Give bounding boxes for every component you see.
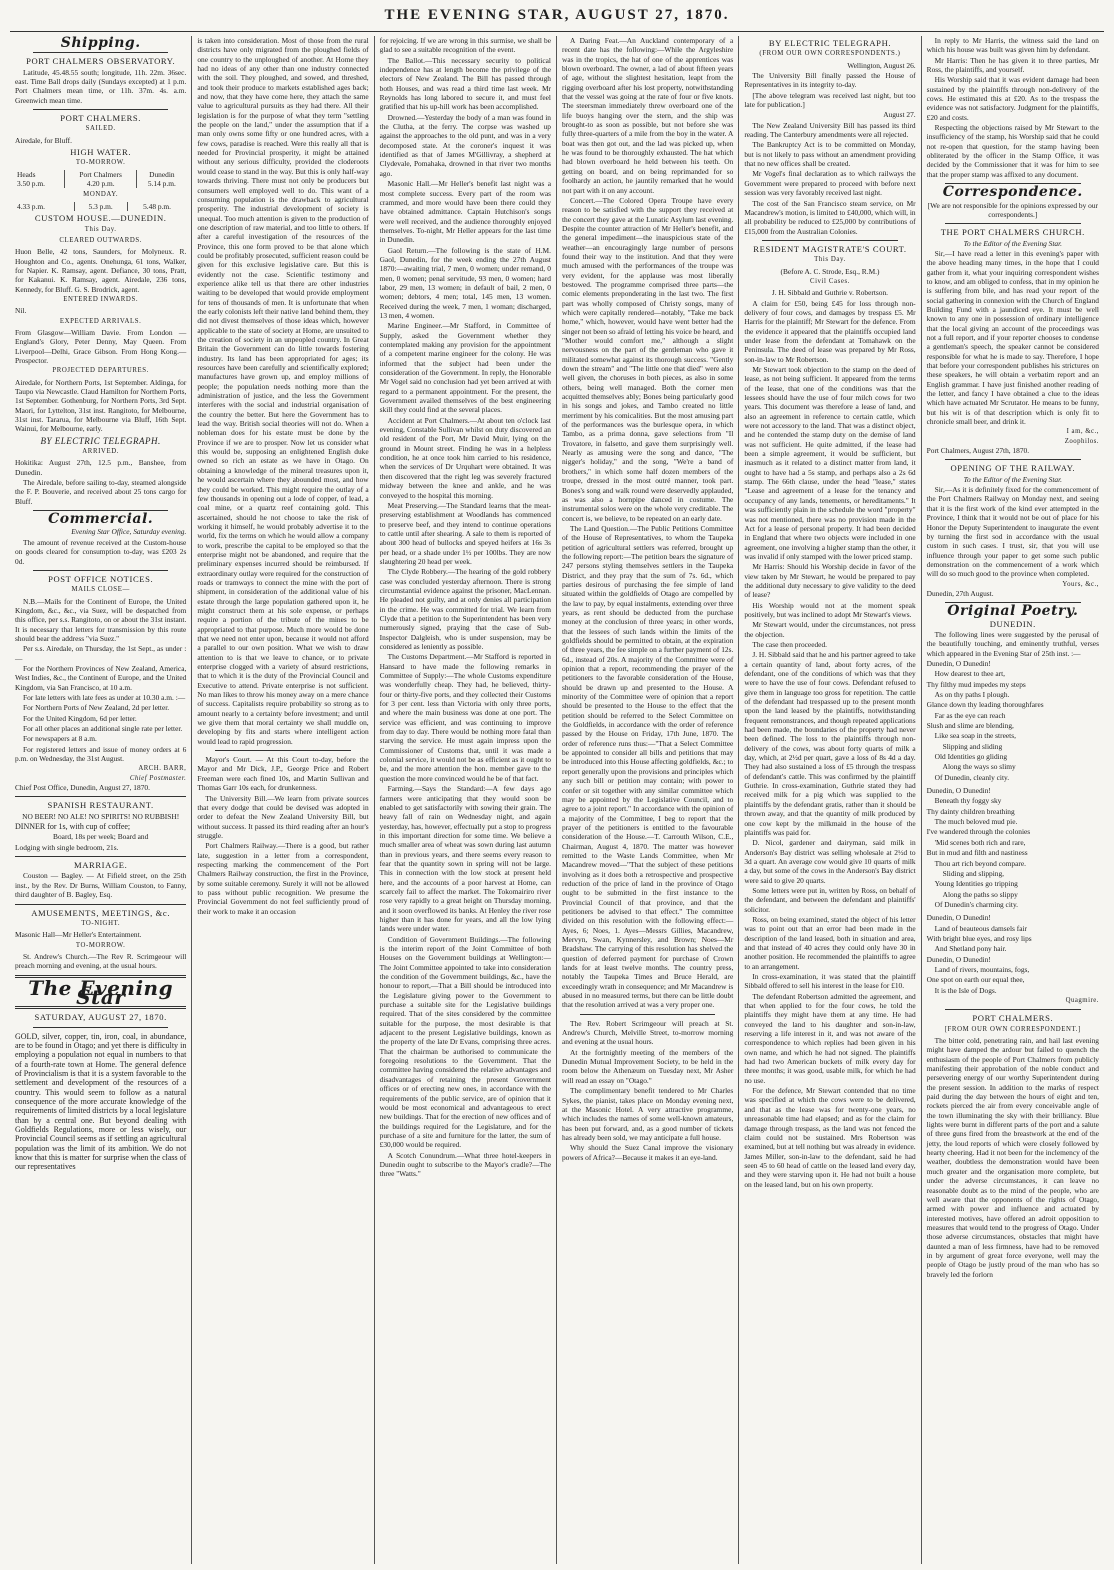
post-text: Per s.s. Airedale, on Thursday, the 1st Sept., as under :— — [15, 644, 187, 663]
telegraph-heading: BY ELECTRIC TELEGRAPH. — [768, 38, 892, 48]
amusements-text: St. Andrew's Church.—The Rev R. Scrimgeour will preach morning and evening, at the usual hours. — [15, 951, 187, 971]
column-2 — [192, 36, 374, 1564]
court-text: Ross, on being examined, stated the object of his letter was to point out that an error had been made in the description of the land leased, both in situation and area, and that instead of 40 acres they could only have 30 in another position. He recommended the plaintiffs to agree to an arrangement. — [744, 914, 916, 971]
poem-line: With bright blue eyes, and rosy lips — [926, 933, 1032, 943]
scrimgeour-text: The Rev. Robert Scrimgeour will preach at St. Andrew's Church, Melville Street, to-morrow morning and evening at the usual hours. — [561, 1018, 734, 1047]
restaurant-slogan: NO BEER! NO ALE! NO SPIRITS! NO RUBBISH! — [22, 811, 180, 821]
leader-continued: is taken into consideration. Most of those from the rural districts have only migrated from the ploughed fields of one country to the unploughed of another. At Home they had no ideas of any other than one industry connected with the soil. They ploughed, and sowed, and threshed, and took their produce to markets established ages back; and now, that they have come here, they attach the same value to agricultural pursuits as they had there. All their legislation is for the purpose of what they term "settling the people on the land," under the assumption that if a man only owns some fifty or one hundred acres, with a few cows, paradise is reached. Were this really all that is needed for Provincial prosperity, it might be attained without any serious difficulty, provided the cloderoots would cease to stand in the way. But this is only half-way towards thriving. There must not only be producers but consumers well employed well to do. This want of a consuming population is the drawback to agricultural prosperity. The industrial development of society is unequal. Too much attention is given to the production of one description of raw material, and too little to others. If after a careful investigation of the resources of the Province, this one form proved to be that alone which could be profitably prosecuted, sufficient reason could be given for this exclusive legislative care. But this is evidently not the case. Scientific testimony and experience alike tell us that there are other industries waiting to be developed that would provide employment for tens of thousands of men. It is unfortunate that when the early colonists left their native land behind them, they did not divest themselves of those ideas which, however applicable to the state of society at Home, are unsuited to the creation of society in an unpeopled country. In Great Britain the Government can do little towards fostering industry. Its land has been appropriated for ages; its resources have been carefully and scientifically explored; manufactures have grown up, and employ millions of people; the population needs nothing more than the administration of justice, and the less the Government interferes with the social and industrial organisation of the country the better. But here the Government has to lead the way. British social theories will not do. When a nobleman does for his estate must be done by the Province if we are to prosper. Now let us consider what this would be, supposing an enlightened English duke owned so rich an estate as we have in Otago. On obtaining a knowledge of the mineral treasures upon it, he would ascertain where they abounded most, and how they could be worked. This might require the outlay of a few thousands in opening out a lode of copper, of lead, a coal mine, or a quartz reef containing gold. This ascertained, should he not choose to take the risk of working it himself, he would probably advertise it to the world, fix the terms on which he would allow a company to work, prescribe the capital to be employed so that the enterprise might not be abandoned, and require that the preliminary expenses incurred should be reimbursed. If extraordinary outlay were required for the construction of roads or tramways to connect the mine with the port of shipment, in consideration of the additional value of his estate through the large population gathered upon it, he might construct them at his sole expense, or perhaps require a portion of the tribute of the mines to be appropriated to that purpose. Much more would be done that we need not enter upon, because it would not afford a parallel to our own position. What we wish to draw attention to is that we leave to chance, or to private enterprise clogged with a variety of absurd restrictions, that to which it is the duty of the Provincial Council and Executive to attend. Private enterprise is not sufficient. No man likes to throw his money away on a mere chance of success. Capitalists require probability so strong as to amount nearly to a certainty before investment; and until we give them that moral certainty we shall muddle on, developing by fits and starts where intelligent action would lead to rapid progression. — [197, 36, 369, 746]
poem-line: 'Mid scenes both rich and rare, — [934, 837, 1026, 847]
divider — [945, 223, 1081, 224]
evening-star-masthead: The Evening Star — [28, 975, 174, 1009]
poem-line: One spot on earth our equal thee, — [926, 975, 1025, 985]
signature: ARCH. BARR, — [138, 765, 187, 773]
letter-dateline: Dunedin, 27th August. — [926, 588, 994, 598]
poem-line: Far as the eye can reach — [934, 710, 1006, 720]
magistrates-court-heading: RESIDENT MAGISTRATE'S COURT. — [753, 243, 907, 254]
poem-line: Slush and slime are blending, — [926, 721, 1014, 731]
table-cell: Dunedin — [137, 170, 186, 179]
shipping-heading: Shipping. — [60, 36, 141, 51]
amusements-text: Masonic Hall—Mr Heller's Entertainment. — [15, 930, 142, 940]
divider — [33, 109, 168, 110]
marriage-heading: MARRIAGE. — [73, 860, 128, 871]
letter-dateline: Port Chalmers, August 27th, 1870. — [926, 446, 1030, 456]
poem-line: The much beloved mud pie. — [934, 817, 1018, 827]
railway-letter-heading: OPENING OF THE RAILWAY. — [950, 463, 1076, 474]
tide-tomorrow-label: TO-MORROW. — [75, 159, 126, 167]
table-cell: Port Chalmers — [64, 170, 136, 179]
post-text: N.B.—Mails for the Continent of Europe, the United Kingdom, &c., &c., via Suez, will be despatched from this office, per s.s. Rangitoto, on or about the 31st instant. It is necessary that letters for transmission by this route should bear the address "via Suez." — [15, 596, 187, 643]
court-text: In cross-examination, it was stated that the plaintiff Sibbald offered to sell his interest in the lease for £10. — [744, 972, 916, 991]
farming-text: Farming.—Says the Standard:—A few days ago farmers were anticipating that they would soon be enabled to get satisfactorily with sowing their grain. The heavy fall of rain on Wednesday night, and again yesterday, has, however, effectually put a stop to progress in this important direction for some time. We believe a much smaller area of wheat was sown during last autumn than in previous years, and there seems every reason to fear that the quantity sown in spring will not be large. This in connection with the low stock at present held here, and the accounts of a poor harvest at Home, can scarcely fail to affect the market. The Tokomairiro river rose very rapidly to a great height on Thursday morning, and it soon overflowed its banks. At Henley the river rose higher than it has done for years, and all the low lying lands were under water. — [379, 784, 551, 934]
customs-department-text: The Customs Department.—Mr Stafford is reported in Hansard to have made the following remarks in Committee of Supply:—The whole Customs expenditure was wonderfully cheap. They had, he believed, thirty-four or thirty-five ports, and they collected their Customs for 3 per cent. less than Victoria with only three ports, and where the main business was done at one port. The service was efficient, and was continuing to improve from day to day. There would be nothing more fatal than starving the service. He must again impress upon the Commissioner of Customs that, until it was made a colonial service, it would not be as efficient as it ought to be, and the more attention the hon. member gave to the question the more convinced would he be of that fact. — [379, 652, 551, 783]
signature-title: Chief Postmaster. — [129, 774, 187, 782]
correspondence-heading: Correspondence. — [942, 184, 1083, 201]
restaurant-text: DINNER for 1s, with cup of coffee; — [15, 822, 131, 832]
projected-text: Airedale, for Northern Ports, 1st September. Aldinga, for Taupo via Newcastle. Claud Hamilton for Northern Ports, 1st September. Gothenburg, for Northern Ports, 3rd Sept. Maori, for Lyttelton, 31st inst. Rangitoto, for Melbourne, 31st inst. Tararua, for Melbourne via Bluff, 16th Sept. Wainui, for Melbourne, early. — [15, 377, 187, 434]
correspondents-label: (FROM OUR OWN CORRESPONDENTS.) — [759, 50, 901, 58]
arrived-text: Hokitika: August 27th, 12.5 p.m., Banshee, from Dunedin. — [15, 458, 187, 477]
correspondent-label: [FROM OUR OWN CORRESPONDENT.] — [944, 1025, 1081, 1033]
poem-line: But in mud and filth and nastiness — [926, 848, 1028, 858]
ballot-text: The Ballot.—This necessary security to political independence has at length become the privilege of the electors of New Zealand. The Bill has passed through both Houses, and was read a third time last week. Mr Reynolds has long labored to secure it, and must feel gratified that his up-hill work has been accomplished. — [379, 55, 551, 112]
poem-line: Thy filthy mud impedes my steps — [926, 679, 1026, 689]
drowned-text: Drowned.—Yesterday the body of a man was found in the Clutha, at the ferry. The corpse was washed up against the approaches to the old punt, and was in a very decomposed state. At the coroner's inquest it was identified as that of James M'Gillivray, a shepherd at Clydevale, Pomahaka, drowned in that river two months ago. — [379, 112, 551, 178]
arrived-label: ARRIVED. — [82, 448, 120, 456]
poem-line: Like sea soap in the streets, — [934, 731, 1016, 741]
court-text: The defendant Robertson admitted the agreement, and that when applied to for the four cows, he told the plaintiffs they might have them at any time. He had conveyed the land to his daughter and son-in-law, reserving a life interest in it, and was not aware of the correspondence to which replies had been given in his own name, and which he had not signed. The plaintiffs had had two American buckets of milk every day for three months; it was good, usable milk, for which he had no use. — [744, 991, 916, 1085]
telegram-text: The cost of the San Francisco steam service, on Mr Macandrew's motion, is limited to £40,000, which will, in all probability be reduced to £25,000 by contributions of £15,000 from the Australian Colonies. — [744, 198, 916, 236]
poem-line: How dearest to thee art, — [934, 669, 1006, 679]
restaurant-text: Board, 18s per week; Board and — [53, 832, 149, 842]
tonight-label: TO-NIGHT. — [81, 919, 121, 927]
daring-feat-text: A Daring Feat.—An Auckland contemporary of a recent date has the following:—While the Argyleshire was in the tropics, the hat of one of the apprentices was blown overboard. The owner, a lad of about fifteen years of age, without the slightest hesitation, leapt from the rigging overboard after his lost property, notwithstanding that the vessel was going at the rate of four or five knots. The steersman immediately threw overboard one of the life buoys hanging over the stern, and the ship was brought-to as soon as possible, but not before she was fully three-quarters of a mile from the boy in the water. A boat was then got out, and the lad was picked up, when he was found to be thoroughly exhausted. The hat which had blown overboard he held between his teeth. On getting on board, and on being reprimanded for so foolhardy an action, he jauntily remarked that he would not part with it on any account. — [561, 36, 734, 195]
table-cell: 5.14 p.m. — [137, 179, 186, 188]
port-chalmers-heading: PORT CHALMERS. — [60, 113, 142, 124]
custom-house-heading: CUSTOM HOUSE.—DUNEDIN. — [34, 213, 167, 224]
divider — [215, 750, 350, 751]
meat-preserving-text: Meat Preserving.—The Standard learns that the meat-preserving establishment at Woodlands has commenced to preserve beef, and they intend to continue operations to cattle until after shearing. A sale to them is reported of about 300 head of bullocks and speyed heifers at 16s 3s per head, or a shade under 1½ per 100lbs. They are now slaughtering 20 head per week. — [379, 500, 551, 566]
divider — [15, 904, 186, 905]
amusements-heading: AMUSEMENTS, MEETINGS, &c. — [31, 907, 171, 918]
poem-line: Young Identities go tripping — [934, 879, 1018, 889]
newspaper-columns — [10, 36, 1104, 1564]
poem-title: DUNEDIN. — [989, 618, 1036, 629]
poem-line: I've wandered through the colonies — [926, 827, 1031, 837]
letter-closing: I am, &c., — [1066, 428, 1099, 436]
divider — [945, 459, 1081, 460]
court-text: The case then proceeded. — [752, 639, 827, 649]
court-text: For the defence, Mr Stewart contended that no time was specified at which the cows were to be delivered, and that as the lease was for twenty-one years, no unreasonable time had elapsed; and as for the claim for damage through trespass, as the land was not fenced the claim could not be sustained. Mrs Robertson was examined, but at tell nothing but was already in evidence. James Miller, son-in-law to the defendant, said he had seen 45 to 60 head of cattle on the leased land every day, and they were starving upon it. He had not built a house on the leased land, but on his own property. — [744, 1086, 916, 1189]
divider — [15, 796, 186, 797]
projected-label: PROJECTED DEPARTURES. — [52, 367, 149, 375]
entered-text: Nil. — [15, 306, 27, 316]
poem-line: Beneath thy foggy sky — [934, 796, 1002, 806]
table-row — [15, 170, 186, 179]
column-5 — [739, 36, 921, 1564]
divider — [15, 856, 186, 857]
tide-table — [15, 170, 186, 189]
poem-line: It is the Isle of Dogs. — [934, 985, 997, 995]
cleared-text: Huon Belle, 42 tons, Saunders, for Molyneux. R. Houghton and Co., agents. Onehunga, 61 tons, Walker, for Napier. K. Ramsay, agent. Defiance, 30 tons, Pratt, for Kakanui. K. Ramsay, agent. Airedale, 236 tons, Kennedy, for Bluff. G. S. Brodrick, agent. — [15, 247, 187, 294]
railway-continued: for rejoicing. If we are wrong in this surmise, we shall be glad to see a suitable recognition of the event. — [379, 36, 551, 55]
railway-text: Port Chalmers Railway.—There is a good, but rather late, suggestion in a letter from a correspondent, respecting marking the commencement of the Port Chalmers Railway construction, the first in the Province, by some suitable ceremony. Surely it will not be allowed to pass without public recognition. We presume the Provincial Government do not feel sufficiently proud of their work to make it an occasion — [197, 841, 369, 916]
port-chalmers-news-heading: PORT CHALMERS. — [972, 1013, 1054, 1024]
tide-monday-label: MONDAY. — [83, 191, 119, 199]
case-title: J. H. Sibbald and Guthrie v. Robertson. — [771, 288, 889, 298]
railway-letter-text: Sir,—As it is definitely fixed for the commencement of the Port Chalmers Railway on Monday next, and seeing that it is the first work of the kind ever attempted in the Province, I think that it would not be out of place for his Honor the Deputy Superintendent to inaugurate the event by turning the first sod in accordance with the usual custom in such cases. I trust, sir, that you will use influence through your paper to get some such public demonstration on the commencement of a work which will do so much good to the province when completed. — [926, 485, 1099, 579]
observatory-heading: PORT CHALMERS OBSERVATORY. — [26, 56, 176, 67]
telegram-text: [The above telegram was received last night, but too late for publication.] — [744, 90, 916, 110]
letter-closing: Yours, &c., — [1062, 580, 1099, 588]
page-header — [0, 0, 1114, 34]
telegraph-heading: BY ELECTRIC TELEGRAPH. — [40, 435, 161, 446]
poem-line: Land of rivers, mountains, fogs, — [934, 964, 1030, 974]
telegram-text: The Bankruptcy Act is to be committed on Monday, but is not likely to pass without an amendment providing that no new offices shall be created. — [744, 140, 916, 169]
court-text: A claim for £50, being £45 for loss through non-delivery of four cows, and damages by trespass £5. Mr Harris for the plaintiff; Mr Stewart for the defence. From the evidence it appeared that the plaintiffs occupied land under lease from the defendant at Tomahawk on the Peninsula. The deed of lease was prepared by Mr Ross, son-in-law to Mr Robertson. — [744, 298, 916, 364]
improvement-society-text: At the fortnightly meeting of the members of the Dunedin Mutual Improvement Society, to be held in the room below the Athenæum on Tuesday next, Mr Asher will read an essay on "Otago." — [561, 1047, 734, 1085]
university-bill-text: The University Bill.—We learn from private sources that every dodge that could be devised was adopted in order to defeat the New Zealand University Bill, but without success. It passed its third reading after an hour's struggle. — [197, 793, 369, 840]
post-text: For registered letters and issue of money orders at 6 p.m. on Wednesday, the 31st August. — [15, 744, 187, 764]
poem-line: Of Dunedin, cleanly city. — [934, 772, 1010, 782]
table-cell: 5.3 p.m. — [74, 202, 127, 211]
table-row — [15, 202, 186, 211]
this-day-label: This Day. — [84, 225, 117, 233]
poem-line: Thou art rich beyond compare. — [934, 858, 1026, 868]
cleared-label: CLEARED OUTWARDS. — [59, 236, 143, 244]
poem-line: Slipping and sliding — [942, 741, 1003, 751]
high-water-heading: HIGH WATER. — [70, 147, 132, 158]
court-text: Mr Stewart took objection to the stamp on the deed of lease, as not being sufficient. It appeared from the terms of the lease, that one of the conditions was that the lessees should have the use of four milch cows for two years. This document was therefore a lease of land, and also an agreement in reference to certain cattle, which were not accessory to the land. That was a distinct object, and he contended the stamp duty on the demise of land was not sufficient. He quite admitted, if the lease had been a simple agreement, it would be sufficient, but inasmuch as it related to a distinct matter from land, it ought to have had a 5s stamp, and perhaps also a 2s 6d stamp. The 66th clause, under the head "lease," states "Lease and agreement of a lease for the tenancy and occupancy of any lands, tenements, or hereditaments." It was sufficiently plain in the schedule the word "property" was not mentioned, there was no provision made in the Act for a lease of personal property. It had been decided in England that where two objects were included in one agreement, one involving a higher stamp than the other, it was invalid if only stamped with the lower priced stamp. — [744, 365, 916, 561]
divider — [762, 240, 897, 241]
sailed-text: Airedale, for Bluff. — [15, 135, 72, 145]
restaurant-text: Lodging with single bedroom, 21s. — [15, 842, 119, 852]
table-cell: 4.33 p.m. — [17, 201, 45, 211]
poetry-heading: Original Poetry. — [947, 603, 1079, 620]
tomorrow-label: TO-MORROW. — [75, 941, 126, 949]
court-continued: His Worship said that it was evident damage had been sustained by the plaintiffs through non-delivery of the cows. He estimated this at £20. As to the trespass the evidence was not satisfactory. Judgment for the plaintiffs, £20 and costs. — [926, 75, 1099, 122]
court-text: J. H. Sibbald said that he and his partner agreed to take a certain quantity of land, about forty acres, of the defendant, one of the conditions of which was that they were to have the use of four cows. Defendant refused to give them in language too gross for repetition. The cattle of the defendant had trespassed up to the present month upon the land leased by the plaintiffs, notwithstanding frequent remonstrances, and though repeated applications had been made, the boundaries of the property had never been defined. The loss to the plaintiffs through non-delivery of the cows, was about forty quarts of milk a day, which, at 2½d per quart, gave a loss of 8s 4d a day. They had also sustained a loss of £5 through the trespass of defendant's cattle. This was confirmed by the plaintiff Guthrie. In cross-examination, Guthrie stated they had received milk for a pig which was supplied to the plaintiffs by the defendant gratis, rather than it should be thrown away, and that the quantity of milk produced by one cow kept by the milkmaid in the house of the plaintiffs was paid for. — [744, 650, 916, 837]
table-cell: 4.20 p.m. — [64, 179, 136, 188]
tide-table-monday — [15, 202, 186, 211]
telegram-text: The University Bill finally passed the House of Representatives in its integrity to-day. — [744, 71, 916, 90]
before-magistrate: (Before A. C. Strode, Esq., R.M.) — [780, 266, 880, 276]
marine-engineer-text: Marine Engineer.—Mr Stafford, in Committee of Supply, asked the Government whether they contemplated making any provision for the appointment of a competent marine engineer for the colony. He was informed that the subject had been under the consideration of the Government. In reply, the Honorable Mr Vogel said no conclusion had yet been arrived at with regard to a permanent appointment. For the present, the Government availed themselves of the best engineering skill they could find at the several places. — [379, 321, 551, 415]
poem-line: Dunedin, O Dunedin! — [926, 658, 991, 668]
court-text: Some letters were put in, written by Ross, on behalf of the defendant, and between the defendant and plaintiffs' solicitor. — [744, 885, 916, 914]
telegraph-text: The Airedale, before sailing to-day, steamed alongside the F. P. Bouverie, and received about 25 tons cargo for Bluff. — [15, 478, 187, 506]
court-continued: Mr Harris: Then he has given it to three parties, Mr Ross, the plaintiffs, and yourself. — [926, 55, 1099, 75]
divider — [580, 1014, 715, 1015]
column-4 — [557, 36, 739, 1564]
poem-signature: Quagmire. — [1065, 996, 1099, 1004]
letter-salutation: To the Editor of the Evening Star. — [963, 238, 1063, 248]
poem-line: Along the paths so slippy — [942, 889, 1018, 899]
court-text: Mr Harris: Should his Worship decide in favor of the view taken by Mr Stewart, he would be prepared to pay the additional duty necessary to give validity to the deed of lease? — [744, 562, 916, 600]
post-text: For the United Kingdom, 6d per letter. — [23, 713, 137, 723]
correspondence-note: [We are not responsible for the opinions expressed by our correspondents.] — [927, 200, 1098, 219]
post-dateline: Chief Post Office, Dunedin, August 27, 1870. — [15, 783, 150, 793]
civil-cases-label: Civil Cases. — [809, 277, 850, 285]
accident-text: Accident at Port Chalmers.—At about ten o'clock last evening, Constable Sullivan whilst on duty discovered an old resident of the Port, Mr David Muir, lying on the ground in Mount street. Finding he was in a helpless condition, he at once took him carried to his residence, when the services of Dr Urquhart were obtained. It was then discovered that the right leg was severely fractured midway between the knee and ankle, and he was conveyed to the hospital this morning. — [379, 415, 551, 500]
gaol-return-text: Gaol Return.—The following is the state of H.M. Gaol, Dunedin, for the week ending the 27th August 1870:—awaiting trial, 7 men, 0 women; under remand, 0 men, 0 women; penal servitude, 93 men, 0 women; hard labor, 29 men, 13 women; in default of bail, 2 men, 0 women; debtors, 4 men; total, 145 men, 13 women. Received during the week, 7 men, 1 woman; discharged, 13 men, 4 women. — [379, 245, 551, 320]
dateline: August 27. — [883, 110, 916, 120]
port-chalmers-news-text: The bitter cold, penetrating rain, and hail last evening might have damped the ardour but failed to quench the enthusiasm of the people of Port Chalmers from publicly manifesting their approbation of the noble conduct and persevering energy of our worthy Superintendent during the present session. In addition to the marks of respect paid during the day between the hours of eight and ten, rockets pierced the air from every conceivable angle of the town illuminating the sky with their brilliancy. Blue lights were burnt in different parts of the port and a salute of three guns fired from the breastwork at the end of the jetty, the loud reports of which were closely followed by hearty cheering. Had it not been for the inclemency of the weather, doubtless the demonstration would have been much greater and the organisation more complete, but under the adverse circumstances, it can leave no reasonable doubt as to the mind of the people, who are well aware that the opponents of the rights of Otago, armed with power and influence and actuated by interested motives, have offered an adroit opposition to measures that would tend to the progress of Otago. Under those adverse circumstances, obstacles that might have daunted a man of less firmness, have had to be removed in by argument of great force everyone, well may the people of Otago be justly proud of the man who has so bravely led the forlorn — [926, 1036, 1099, 1279]
poem-line: Sliding and slipping, — [942, 868, 1005, 878]
poem-line: Dunedin, O Dunedin! — [926, 954, 991, 964]
table-cell: 5.48 p.m. — [127, 202, 186, 211]
post-text: For late letters with late fees as under at 10.30 a.m. :— — [23, 692, 186, 702]
post-text: For Northern Ports of New Zealand, 2d per letter. — [23, 703, 170, 713]
post-text: For the Northern Provinces of New Zealand, America, West Indies, &c., the Continent of Europe, and the United Kingdom, via San Francisco, at 10 a.m. — [15, 663, 187, 692]
table-cell: 3.50 p.m. — [17, 179, 45, 189]
letter-salutation: To the Editor of the Evening Star. — [963, 474, 1063, 484]
clyde-robbery-text: The Clyde Robbery.—The hearing of the gold robbery case was concluded yesterday afternoon. There is strong circumstantial evidence against the prisoner, MacLennan. He pleaded not guilty, and at only denies all participation in the crime. He was committed for trial. We learn from Clyde that a petition to the Superintendent has been very numerously signed, praying that the case of Sub-Inspector Dalgleish, who is under suspension, may be considered as leniently as possible. — [379, 567, 551, 651]
government-buildings-text: Condition of Government Buildings.—The following is the interim report of the Joint Committee of both Houses on the Government buildings at Wellington:—The Joint Committee appointed to take into consideration the condition of the Government buildings, &c., have the honour to report,—That a Bill should be introduced into the Legislature giving power to the Government to purchase a suitable site for the Legislative buildings required. That of the sites considered by the committee suitable for the purpose, the most desirable is that adjacent to the present Legislative buildings, known as the property of the late Dr Evans, comprising three acres. That the chairman be authorised to communicate the foregoing resolutions to the Government. That the committee having considered the relative advantages and disadvantages of retaining the present Government offices or of erecting new ones, in accordance with the requirements of the public service, are of opinion that it would be most economical and advantageous to erect new buildings. That for the erection of new offices and of the buildings required for the Legislature, and for the purchase of a site and furniture for the latter, the sum of £30,000 would be required. — [379, 934, 551, 1150]
table-row — [15, 179, 186, 188]
letter-signature: Zoophilos. — [1064, 437, 1099, 445]
telegram-text: Mr Vogel's final declaration as to which railways the Government were prepared to proceed with before next session was very favorably received last night. — [744, 169, 916, 198]
post-text: For all other places an additional single rate per letter. — [23, 724, 183, 733]
this-day-label: This Day. — [814, 256, 846, 264]
mayors-court-text: Mayor's Court. — At this Court to-day, before the Mayor and Mr Dick, J.P., George Price and Robert Freeman were each fined 10s, and Martin Sullivan and Thomas Garr 10s each, for drunkenness. — [197, 755, 369, 793]
telegram-text: The New Zealand University Bill has passed its third reading. The Canterbury amendments were all rejected. — [744, 120, 916, 140]
benefit-text: The complimentary benefit tendered to Mr Charles Sykes, the pianist, takes place on Monday evening next, at the Masonic Hotel. A very attractive programme, which includes the names of some well-known amateurs, has been put forward, and, as a good number of tickets has already been sold, we may anticipate a full house. — [561, 1086, 734, 1142]
dateline: Wellington, August 26. — [847, 60, 916, 70]
leader-text: GOLD, silver, copper, tin, iron, coal, in abundance, are to be found in Otago; and yet there is difficulty in employing a population not equal in numbers to that of a fourth-rate town at Home. The general defence of Provincialism is that it is a system favorable to the settlement and development of the resources of a country. This would seem to follow as a natural consequence of the more accurate knowledge of the requirements of limited districts by a local legislature than by a central one. But beyond dealing with Goldfields Regulations, more or less wisely, our Provincial Council seems as if settling an agricultural population was the limit of its ambition. We do not know that this is matter for surprise when the class of our representatives — [15, 1031, 187, 1172]
concert-text: Concert.—The Colored Opera Troupe have every reason to be satisfied with the support they received at the concert they gave at the Lunatic Asylum last evening. Despite the counter attraction of Mr Heller's benefit, and the general impediment—the inauspicious state of the weather—an encouragingly large number of persons found their way to the institution. And that they were much amused with the performances of the troupe was very evident, for the applause was most liberally bestowed. The programme comprised three parts—the comic elements preponderating in the last two. The first part was wholly composed of Christy songs, many of which were capitally rendered—notably, "Take me back home," which, however, would have went better had the singer not been so afraid of letting his voice be heard, and "Mother would comfort me," although a slight nervousness on the part of the gentleman who gave it militated somewhat against its thorough success. "Gently down the stream" and "The little one that died" were also well given, the choruses in both pieces, as also in some others, being well managed. Both the corner men acquitted themselves ably; Bones being particularly good in his songs and jokes, and Tambo created no little merriment by his comicalities. But the most amusing part of the performances was the burlesque opera, in which Tambo, as a prima donna, gave selections from "Il Trovatore, in falsetto, and gave them surprisingly well. Nearly as amusing were the song and dance, "The nigger's holiday," and the song, "We're a band of brothers," in which some half dozen members of the troupe, dressed in the most outré manner, took part. Bones's song and walk round were deservedly applauded, as was also a hornpipe danced in costume. The instrumental solos were on the whole very creditable. The concert is, we believe, to be repeated on an early date. — [561, 195, 734, 523]
header-rule — [10, 31, 1104, 32]
sailed-label: SAILED. — [85, 125, 116, 133]
mails-close-label: MAILS CLOSE— — [71, 586, 130, 594]
column-1 — [10, 36, 192, 1564]
spanish-restaurant-heading: SPANISH RESTAURANT. — [47, 800, 154, 811]
poem-line: Along the ways so slimy — [942, 762, 1016, 772]
poem-line: Glance down thy leading thoroughfares — [926, 700, 1044, 710]
commercial-text: The amount of revenue received at the Custom-house on goods cleared for consumption to-day, was £203 2s 0d. — [15, 537, 187, 566]
court-text: Mr Stewart would, under the circumstances, not press the objection. — [744, 620, 916, 639]
office-dateline: Evening Star Office, Saturday evening. — [71, 527, 187, 537]
issue-date: SATURDAY, AUGUST 27, 1870. — [34, 1012, 167, 1023]
poem-line: And Shetland pony hair. — [934, 944, 1007, 954]
divider — [33, 1027, 168, 1028]
divider — [945, 1009, 1081, 1010]
expected-text: From Glasgow—William Davie. From London — England's Glory, Peter Denny, May Queen. From Liverpool—Delhi, Grace Gibson. From Hong Kong.—Prospector. — [15, 327, 187, 365]
church-letter-heading: THE PORT CHALMERS CHURCH. — [940, 227, 1085, 238]
poem-intro: The following lines were suggested by the perusal of the beautifully touching, and eminently truthful, verses which appeared in the Evening Star of 25th inst. :— — [926, 629, 1099, 658]
divider — [33, 570, 168, 571]
column-3 — [375, 36, 557, 1564]
divider — [33, 52, 168, 53]
expected-label: EXPECTED ARRIVALS. — [59, 317, 142, 325]
masonic-hall-text: Masonic Hall.—Mr Heller's benefit last night was a most complete success. Every part of the room was crammed, and more would have been there could they have obtained admittance. Captain Hutchison's songs were well received, and the audience thoroughly enjoyed themselves. To-night, Mr Heller appears for the last time in Dunedin. — [379, 179, 551, 245]
post-office-heading: POST OFFICE NOTICES. — [48, 573, 154, 584]
land-question-text: The Land Question.—The Public Petitions Committee of the House of Representatives, to whom the Taupeka petition of agricultural settlers was referred, brought up the following report:—The petition bears the signature of 247 persons styling themselves settlers in the Taupeka District, and they pray that the sum of 7s. 6d., which parties desirous of purchasing the fee simple of land situated within the goldfields of Otago are compelled by the law to pay, by equal instalments, extending over three years, as rent should be deducted from the purchase money at the conclusion of three years; in other words, that the lessees of such lands within the limits of the goldfields should be permitted to obtain, at the expiration of three years, the fee simple on a further payment of 12s. 6d., instead of 20s. A majority of the Committee were of opinion that a report, recommending the prayer of the petitioners to the favorable consideration of the House, should be drawn up and presented to the House. A minority of the Committee were of opinion that a report should be presented to the House to the effect that the petition should be referred to the Select Committee on the Goldfields, in accordance with the order of reference passed by the House on Friday, 17th June, 1870. The order of reference runs thus:—"That a Select Committee be appointed to consider all bills and petitions that may be introduced into this House affecting goldfields, &c.; to report generally upon the provisions and principles which any such bill or petition may contain; with power to confer or sit together with any similar committee which may be appointed by the Legislative Council, and to agree to a joint report." In accordance with the opinion of a majority of the Committee, I beg to report that the prayer of the petitioners is entitled to the favourable consideration of the House.—T. Carrouth Wilson, C.E., Chairman, August 4, 1870. The matter was however remitted to the Waste Lands Committee, when Mr Macandrew moved—"That the subject of these petitions involving as it does both a retrospective and prospective reduction of the price of land in the province of Otago ought to be submitted in the first instance to the Provincial Council of that province, and that the petitioners be advised to that effect." The committee divided on this resolution with the following effect:—Ayes, 6; Noes, 1. Ayes—Messrs Gillies, Macandrew, Mervyn, Swan, Kynnersley, and Brown; Noes—Mr Bradshaw. The carrying of this resolution has shelved the question of deferred payment for purchase of Crown lands for at least twelve months. The country press, notably the Taupeka Times and Bruce Herald, are exceedingly wrath in consequence; and Mr Macandrew is abused in no measured terms, but there can be little doubt that the resolution arrived at was a very proper one. — [561, 523, 734, 1010]
column-6 — [922, 36, 1104, 1564]
court-text: His Worship would not at the moment speak positively, but was inclined to adopt Mr Stewart's views. — [744, 600, 916, 619]
post-text: For newspapers at 8 a.m. — [23, 734, 97, 744]
poem-line: Land of beauteous damsels fair — [934, 923, 1027, 933]
suez-joke-text: Why should the Suez Canal improve the visionary powers of Africa?—Because it makes it an eye-land. — [561, 1143, 734, 1162]
court-text: D. Nicol, gardener and dairyman, said milk in Anderson's Bay district was selling wholesale at 2½d to 3d a quart. An average cow would give 10 quarts of milk a day, but some of the cows in the Anderson's Bay district were said to give 20 quarts. — [744, 838, 916, 885]
commercial-heading: Commercial. — [48, 511, 154, 528]
conundrum-text: A Scotch Conundrum.—What three hotel-keepers in Dunedin ought to subscribe to the Mayor's cradle?—The three "Watts." — [379, 1150, 551, 1179]
marriage-text: Couston — Bagley. — At Fifield street, on the 25th inst., by the Rev. Dr Burns, William Couston, to Fanny, third daughter of B. Bagley, Esq. — [15, 871, 187, 900]
court-continued: Respecting the objections raised by Mr Stewart to the insufficiency of the stamp, his Worship said that he could not re-open that question, for the stamp having been obliterated by the officer in the Stamp Office, it was decided by the Commissioner that it was for him to see that the proper stamp was affixed to any document. — [926, 123, 1099, 179]
poem-line: Old Identities go gliding — [934, 752, 1008, 762]
poem-line: Of Dunedin's charming city. — [934, 899, 1019, 909]
page-title: THE EVENING STAR, AUGUST 27, 1870. — [384, 7, 730, 23]
poem-line: Thy dainty children breathing — [926, 806, 1015, 816]
poem-line: Dunedin, O Dunedin! — [926, 913, 991, 923]
court-continued: In reply to Mr Harris, the witness said the land on which his house was built was given him by defendant. — [926, 36, 1099, 55]
poem-line: As on thy paths I plough. — [934, 690, 1010, 699]
poem-line: Dunedin, O Dunedin! — [926, 786, 991, 796]
entered-label: ENTERED INWARDS. — [63, 295, 139, 303]
poem — [927, 659, 1099, 995]
observatory-text: Latitude, 45.48.55 south; longitude, 11h. 22m. 36sec. east. Time Ball drops daily (Sundays excepted) at 1 p.m. Port Chalmers mean time, or 11h. 37m. 4s. a.m. Greenwich mean time. — [15, 67, 187, 105]
church-letter-text: Sir,—I have read a letter in this evening's paper with the above heading many times, in the hope that I could gather from it, what your inquiring correspondent wishes to know, and am obliged to confess, that in my opinion he is suffering from bile, and has read your report of the social gathering in connexion with the Church of England Building Fund with a jaundiced eye. It must be well known to any one in possession of ordinary intelligence that the local giving an account of the proceedings was not a full report, and if your reporter chooses to condense a gentleman's speech, the speaker cannot be considered responsible for what he is made to say. Therefore, I hope that before your correspondent publishes his strictures on these speakers, he will obtain a verbatim report and an English grammar. I have just finished another reading of the letter, and fancy I have obtained a clue to the ideas which have actuated Mr Scrutator. He means to be funny, but his wit is of that description which is only fit to chronicle small beer, and drink it. — [926, 248, 1099, 427]
table-cell: Heads — [17, 169, 36, 179]
